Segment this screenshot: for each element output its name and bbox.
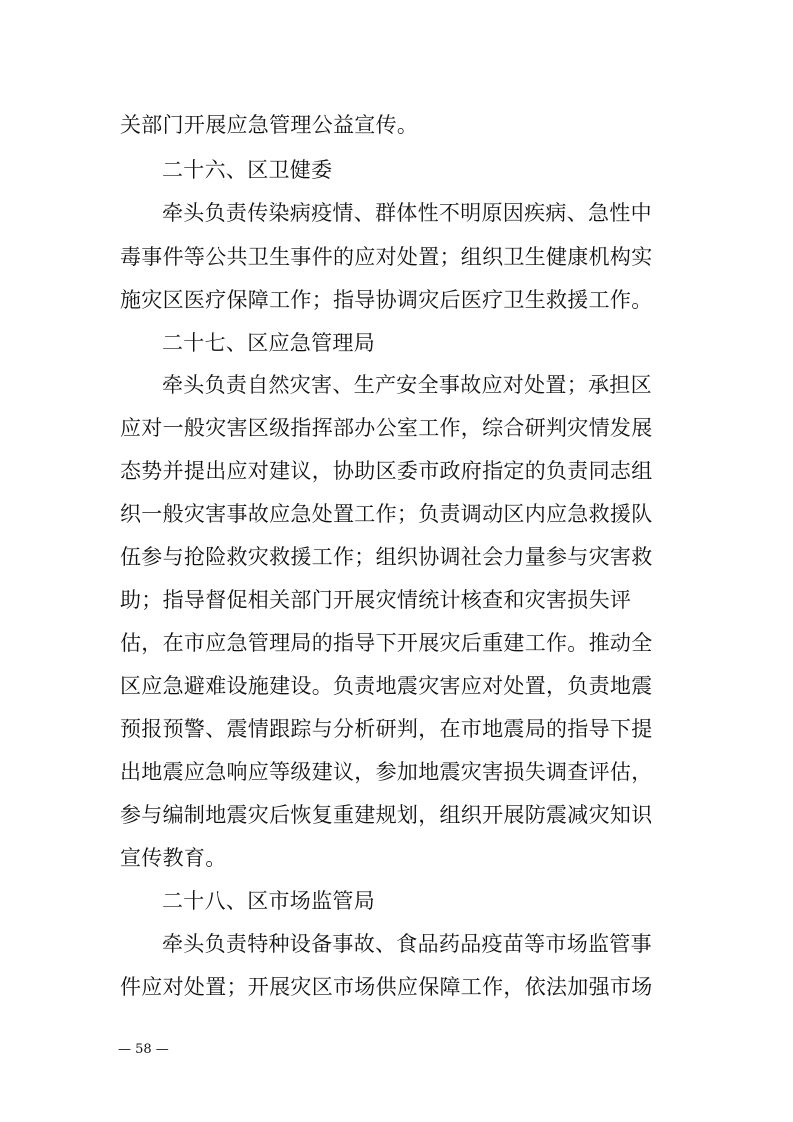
paragraph-line: 参与编制地震灾后恢复重建规划，组织开展防震减灾知识 bbox=[120, 803, 653, 827]
paragraph-line: 施灾区医疗保障工作；指导协调灾后医疗卫生救援工作。 bbox=[120, 288, 653, 312]
paragraph-line: 件应对处置；开展灾区市场供应保障工作，依法加强市场 bbox=[120, 975, 653, 999]
paragraph-line: 织一般灾害事故应急处置工作；负责调动区内应急救援队 bbox=[120, 502, 653, 526]
paragraph-line: 宣传教育。 bbox=[120, 846, 227, 870]
paragraph-line: 估，在市应急管理局的指导下开展灾后重建工作。推动全 bbox=[120, 631, 653, 655]
paragraph-line: 牵头负责传染病疫情、群体性不明原因疾病、急性中 bbox=[162, 201, 652, 225]
paragraph-line: 助；指导督促相关部门开展灾情统计核查和灾害损失评 bbox=[120, 588, 632, 612]
paragraph-line: 关部门开展应急管理公益宣传。 bbox=[120, 113, 419, 137]
paragraph-line: 应对一般灾害区级指挥部办公室工作，综合研判灾情发展 bbox=[120, 416, 653, 440]
paragraph-line: 出地震应急响应等级建议，参加地震灾害损失调查评估， bbox=[120, 760, 653, 784]
page-number: — 58 — bbox=[118, 1042, 169, 1057]
section-heading-27: 二十七、区应急管理局 bbox=[162, 331, 375, 355]
paragraph-line: 预报预警、震情跟踪与分析研判，在市地震局的指导下提 bbox=[120, 717, 653, 741]
paragraph-line: 牵头负责自然灾害、生产安全事故应对处置；承担区 bbox=[162, 373, 652, 397]
section-heading-26: 二十六、区卫健委 bbox=[162, 158, 333, 182]
section-heading-28: 二十八、区市场监管局 bbox=[162, 889, 375, 913]
paragraph-line: 区应急避难设施建设。负责地震灾害应对处置，负责地震 bbox=[120, 674, 653, 698]
paragraph-line: 态势并提出应对建议，协助区委市政府指定的负责同志组 bbox=[120, 459, 653, 483]
paragraph-line: 伍参与抢险救灾救援工作；组织协调社会力量参与灾害救 bbox=[120, 545, 653, 569]
paragraph-line: 牵头负责特种设备事故、食品药品疫苗等市场监管事 bbox=[162, 932, 652, 956]
paragraph-line: 毒事件等公共卫生事件的应对处置；组织卫生健康机构实 bbox=[120, 245, 653, 269]
